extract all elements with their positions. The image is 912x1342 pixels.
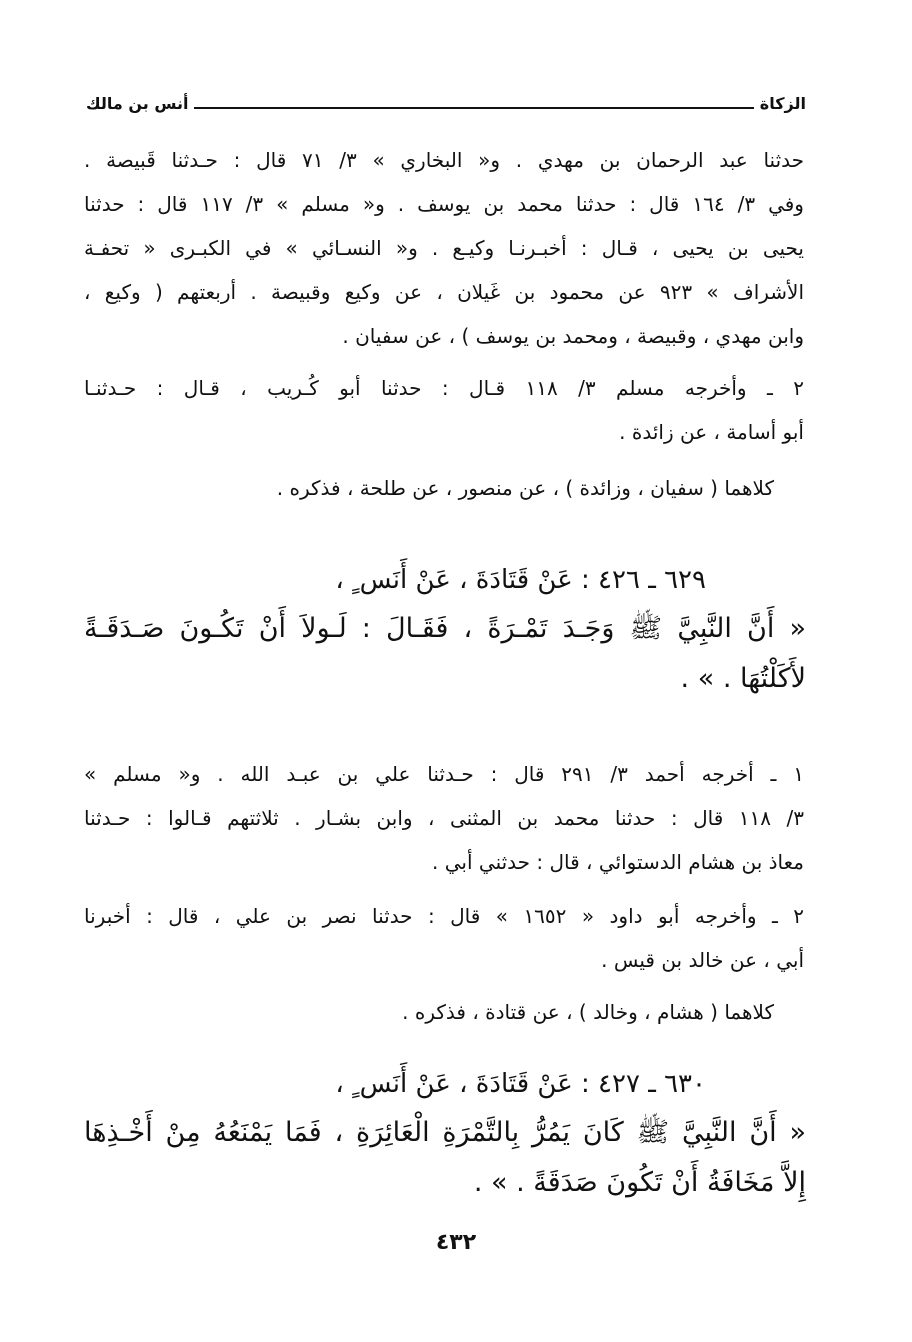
takhrij-block-4 (84, 752, 804, 884)
takhrij-block-1 (84, 138, 804, 358)
text-line: أبي ، عن خالد بن قيس . (601, 948, 804, 972)
text-line: وفي ٣/ ١٦٤ قال : حدثنا محمد بن يوسف . و« مسلم » ٣/ ١١٧ قال : حدثنا (84, 192, 804, 216)
text-line: كلاهما ( سفيان ، وزائدة ) ، عن منصور ، عن طلحة ، فذكره . (276, 476, 774, 500)
hadith-630-heading: ٦٣٠ ـ ٤٢٧ : عَنْ قَتَادَةَ ، عَنْ أَنَس ٍ ، (335, 1069, 706, 1099)
narrator-title: أنس بن مالك (86, 93, 189, 113)
takhrij-summary-1 (84, 466, 774, 510)
text-line: معاذ بن هشام الدستوائي ، قال : حدثني أبي . (432, 850, 804, 874)
takhrij-block-5 (84, 894, 804, 982)
hadith-line: « أَنَّ النَّبِيَّ ﷺ كَانَ يَمُرُّ بِالتَّمْرَةِ الْعَائِرَةِ ، فَمَا يَمْنَعُهُ مِنْ أَخْـذِهَا (84, 1117, 806, 1148)
header-rule (194, 107, 753, 109)
hadith-line: « أَنَّ النَّبِيَّ ﷺ وَجَـدَ تَمْـرَةً ، فَقَـالَ : لَـولاَ أَنْ تَكُـونَ صَـدَقَـةً (84, 613, 806, 644)
takhrij-block-2 (84, 366, 804, 454)
text-line: حدثنا عبد الرحمان بن مهدي . و« البخاري » ٣/ ٧١ قال : حـدثنا قَبيصة . (84, 148, 804, 172)
hadith-629-heading: ٦٢٩ ـ ٤٢٦ : عَنْ قَتَادَةَ ، عَنْ أَنَس ٍ ، (335, 565, 706, 595)
hadith-line: لأَكَلْتُهَا . » . (680, 663, 806, 694)
text-line: ٢ ـ وأخرجه مسلم ٣/ ١١٨ قـال : حدثنا أبو كُـريب ، قـال : حـدثنـا (84, 376, 804, 400)
hadith-629-text (84, 604, 806, 704)
chapter-title: الزكاة (759, 93, 806, 113)
text-line: أبو أسامة ، عن زائدة . (619, 420, 804, 444)
text-line: ٢ ـ وأخرجه أبو داود « ١٦٥٢ » قال : حدثنا نصر بن علي ، قال : أخبرنا (84, 904, 805, 928)
hadith-line: إِلاَّ مَخَافَةُ أَنْ تَكُونَ صَدَقَةً . » . (473, 1167, 806, 1198)
hadith-630-text (84, 1108, 806, 1208)
text-line: ١ ـ أخرجه أحمد ٣/ ٢٩١ قال : حـدثنا علي بن عبـد الله . و« مسلم » (84, 762, 804, 786)
text-line: الأشراف » ٩٢٣ عن محمود بن غَيلان ، عن وكيع وقبيصة . أربعتهم ( وكيع ، (84, 280, 805, 304)
running-header (86, 88, 806, 118)
text-line: يحيى بن يحيى ، قـال : أخبـرنـا وكيـع . و« النسـائي » في الكبـرى « تحفـة (84, 236, 804, 260)
takhrij-summary-2 (84, 990, 774, 1034)
text-line: ٣/ ١١٨ قال : حدثنا محمد بن المثنى ، وابن بشـار . ثلاثتهم قـالوا : حـدثنا (84, 806, 804, 830)
text-line: كلاهما ( هشام ، وخالد ) ، عن قتادة ، فذكره . (402, 1000, 774, 1024)
text-line: وابن مهدي ، وقبيصة ، ومحمد بن يوسف ) ، عن سفيان . (342, 324, 804, 348)
page-number: ٤٣٢ (435, 1230, 477, 1255)
